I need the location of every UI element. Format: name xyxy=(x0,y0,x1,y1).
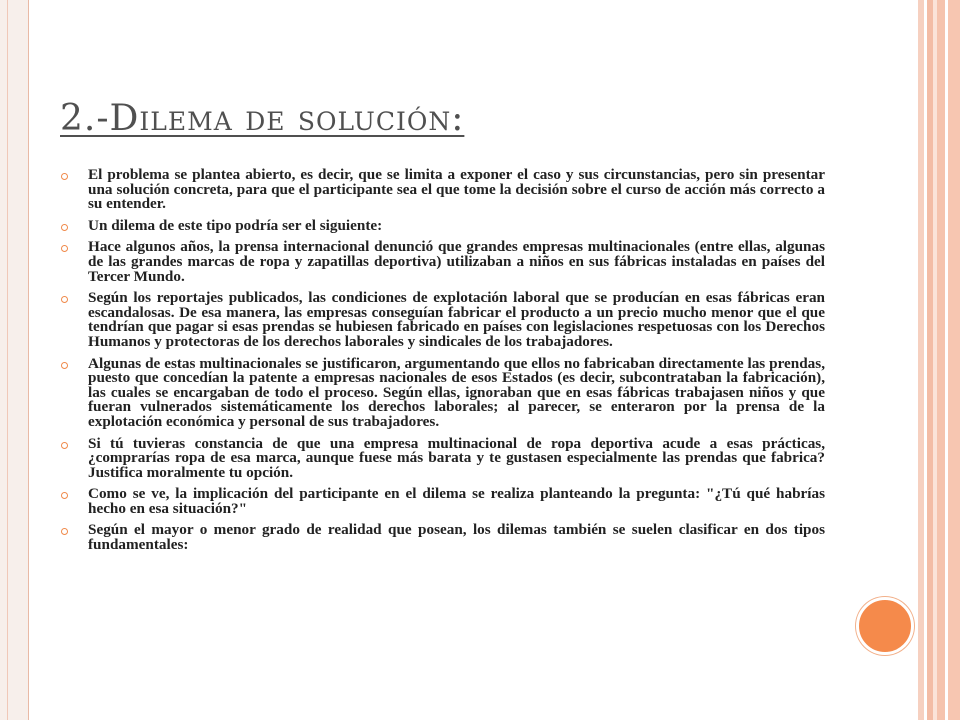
bullet-item xyxy=(60,291,825,349)
bullet-text: Algunas de estas multinacionales se justificaron, argumentando que ellos no fabricaban directamente las prendas, puesto que concedían la patente a empresas nacionales de esos Estados (es decir, subcontrataban la fabricación), las cuales se encargaban de todo el proceso. Según ellas, ignoraban que en esas fábricas trabajasen niños y que fueran vulnerados sistemáticamente los derechos laborales; al parecer, se enteraron por la prensa de la explotación económica y personal de sus trabajadores. xyxy=(88,354,825,430)
bullet-circle-icon xyxy=(61,528,68,535)
bullet-text: Como se ve, la implicación del participante en el dilema se realiza planteando la pregunta: "¿Tú qué habrías hecho en esa situación?" xyxy=(88,485,825,517)
bullet-circle-icon xyxy=(61,173,68,180)
bullet-circle-icon xyxy=(61,442,68,449)
decorative-orange-circle xyxy=(856,597,914,655)
bullet-text: Según los reportajes publicados, las condiciones de explotación laboral que se producían en esas fábricas eran escandalosas. De esa manera, las empresas conseguían fabricar el producto a un precio mucho menor que el que tendrían que pagar si esas prendas se hubiesen fabricado en países con legislaciones respetuosas con los Derechos Humanos y protectoras de los derechos laborales y sindicales de los trabajadores. xyxy=(88,289,825,350)
bullet-item xyxy=(60,523,825,552)
bullet-item xyxy=(60,487,825,516)
left-border-line xyxy=(7,0,8,720)
bullet-text: Según el mayor o menor grado de realidad que posean, los dilemas también se suelen clasificar en dos tipos fundamentales: xyxy=(88,521,825,554)
bullet-circle-icon xyxy=(61,492,68,499)
right-stripe xyxy=(948,0,960,720)
bullet-circle-icon xyxy=(61,224,68,231)
bullet-list xyxy=(60,168,825,553)
right-stripe xyxy=(937,0,945,720)
bullet-item xyxy=(60,168,825,212)
bullet-item xyxy=(60,240,825,284)
bullet-circle-icon xyxy=(61,362,68,369)
bullet-item xyxy=(60,354,825,430)
bullet-circle-icon xyxy=(61,296,68,303)
slide-content xyxy=(60,168,825,560)
bullet-item xyxy=(60,434,825,481)
bullet-text: Un dilema de este tipo podría ser el siguiente: xyxy=(88,216,383,234)
slide-title: 2.-Dilema de solución: xyxy=(60,98,465,139)
left-border-frame xyxy=(0,0,29,720)
bullet-item xyxy=(60,216,825,234)
bullet-text: Si tú tuvieras constancia de que una empresa multinacional de ropa deportiva acude a esas prácticas, ¿comprarías ropa de esa marca, aunque fuese más barata y te gustasen especialmente las prendas que fabrica? Justifica moralmente tu opción. xyxy=(88,434,825,481)
bullet-text: Hace algunos años, la prensa internacional denunció que grandes empresas multinacionales (entre ellas, algunas de las grandes marcas de ropa y zapatillas deportiva) utilizaban a niños en sus fábricas instaladas en países del Tercer Mundo. xyxy=(88,238,825,285)
bullet-circle-icon xyxy=(61,245,68,252)
bullet-text: El problema se plantea abierto, es decir, que se limita a exponer el caso y sus circunstancias, pero sin presentar una solución concreta, para que el participante sea el que tome la decisión sobre el curso de acción más correcto a su entender. xyxy=(88,166,825,213)
